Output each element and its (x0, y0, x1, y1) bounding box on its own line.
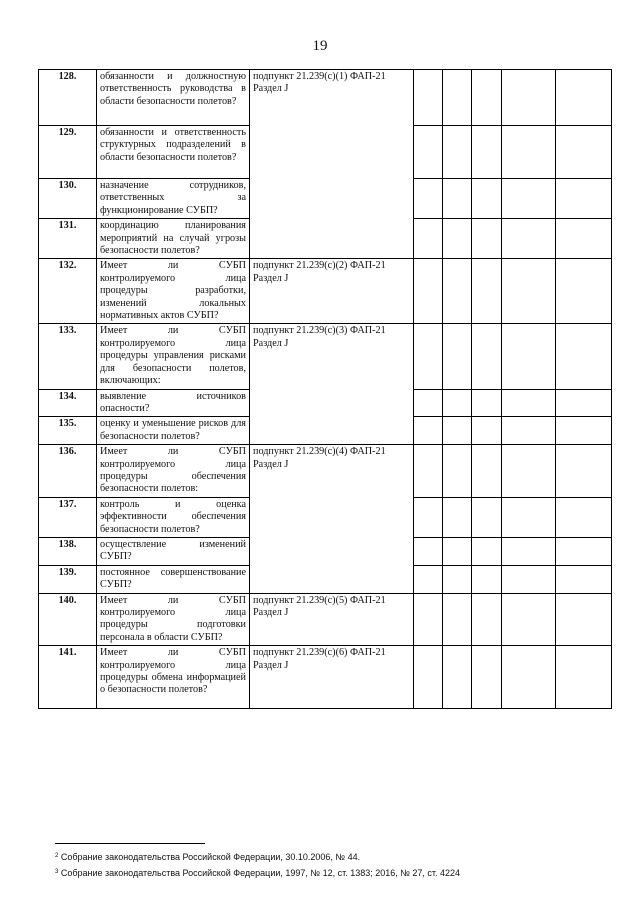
answer-cell (414, 565, 443, 593)
answer-cell (414, 445, 443, 498)
answer-cell (414, 324, 443, 389)
answer-cell (414, 126, 443, 179)
answer-cell (414, 179, 443, 219)
answer-cell (443, 565, 472, 593)
answer-cell (414, 70, 443, 126)
answer-cell (443, 445, 472, 498)
reference-cell: подпункт 21.239(с)(5) ФАП-21 Раздел J (250, 593, 414, 646)
answer-cell (556, 497, 612, 537)
answer-cell (556, 179, 612, 219)
answer-cell (443, 179, 472, 219)
answer-cell (502, 259, 556, 324)
answer-cell (502, 417, 556, 445)
answer-cell (443, 259, 472, 324)
reference-cell: подпункт 21.239(с)(4) ФАП-21 Раздел J (250, 445, 414, 593)
answer-cell (556, 445, 612, 498)
answer-cell (414, 389, 443, 417)
question-cell: Имеет ли СУБП контролируемого лица процедуры подготовки персонала в области СУБП? (97, 593, 250, 646)
answer-cell (472, 537, 502, 565)
answer-cell (443, 389, 472, 417)
answer-cell (414, 219, 443, 259)
answer-cell (443, 70, 472, 126)
row-number: 129. (39, 126, 97, 179)
question-cell: постоянное совершенствование СУБП? (97, 565, 250, 593)
question-cell: обязанности и должностную ответственность руководства в области безопасности полетов? (97, 70, 250, 126)
answer-cell (414, 417, 443, 445)
answer-cell (556, 646, 612, 709)
answer-cell (414, 646, 443, 709)
answer-cell (502, 219, 556, 259)
answer-cell (472, 259, 502, 324)
reference-cell: подпункт 21.239(с)(2) ФАП-21 Раздел J (250, 259, 414, 324)
answer-cell (472, 565, 502, 593)
question-cell: оценку и уменьшение рисков для безопасности полетов? (97, 417, 250, 445)
row-number: 141. (39, 646, 97, 709)
answer-cell (502, 70, 556, 126)
answer-cell (472, 445, 502, 498)
answer-cell (443, 497, 472, 537)
answer-cell (556, 324, 612, 389)
row-number: 130. (39, 179, 97, 219)
table-row (39, 593, 612, 646)
answer-cell (472, 593, 502, 646)
table-row (39, 445, 612, 498)
answer-cell (472, 324, 502, 389)
question-cell: Имеет ли СУБП контролируемого лица процедуры разработки, изменений локальных нормативных актов СУБП? (97, 259, 250, 324)
page-number: 19 (312, 38, 328, 54)
answer-cell (443, 219, 472, 259)
question-cell: назначение сотрудников, ответственных за функционирование СУБП? (97, 179, 250, 219)
answer-cell (443, 126, 472, 179)
footnote-rule (55, 843, 205, 844)
footnote-text: Собрание законодательства Российской Федерации, 1997, № 12, ст. 1383; 2016, № 27, ст. 4224 (60, 868, 461, 878)
footnote-text: Собрание законодательства Российской Федерации, 30.10.2006, № 44. (60, 852, 361, 862)
answer-cell (556, 565, 612, 593)
answer-cell (414, 593, 443, 646)
row-number: 139. (39, 565, 97, 593)
reference-cell: подпункт 21.239(с)(1) ФАП-21 Раздел J (250, 70, 414, 259)
answer-cell (472, 417, 502, 445)
answer-cell (502, 593, 556, 646)
answer-cell (443, 593, 472, 646)
row-number: 128. (39, 70, 97, 126)
table-row (39, 324, 612, 389)
answer-cell (502, 324, 556, 389)
question-cell: Имеет ли СУБП контролируемого лица процедуры управления рисками для безопасности полетов, включающих: (97, 324, 250, 389)
question-cell: Имеет ли СУБП контролируемого лица процедуры обеспечения безопасности полетов: (97, 445, 250, 498)
answer-cell (472, 126, 502, 179)
answer-cell (556, 593, 612, 646)
row-number: 137. (39, 497, 97, 537)
answer-cell (414, 259, 443, 324)
reference-cell: подпункт 21.239(с)(3) ФАП-21 Раздел J (250, 324, 414, 445)
row-number: 132. (39, 259, 97, 324)
row-number: 140. (39, 593, 97, 646)
answer-cell (414, 497, 443, 537)
question-cell: Имеет ли СУБП контролируемого лица процедуры обмена информацией о безопасности полетов? (97, 646, 250, 709)
table-row (39, 70, 612, 126)
footnotes (55, 849, 615, 881)
answer-cell (502, 445, 556, 498)
row-number: 136. (39, 445, 97, 498)
footnote-mark: 2 (55, 853, 59, 859)
question-cell: осуществление изменений СУБП? (97, 537, 250, 565)
answer-cell (443, 417, 472, 445)
answer-cell (502, 565, 556, 593)
answer-cell (502, 646, 556, 709)
question-cell: контроль и оценка эффективности обеспечения безопасности полетов? (97, 497, 250, 537)
footnote-2 (55, 849, 615, 865)
row-number: 134. (39, 389, 97, 417)
table-row (39, 259, 612, 324)
answer-cell (556, 70, 612, 126)
question-cell: обязанности и ответственность структурных подразделений в области безопасности полетов? (97, 126, 250, 179)
answer-cell (443, 537, 472, 565)
answer-cell (502, 389, 556, 417)
row-number: 131. (39, 219, 97, 259)
answer-cell (502, 179, 556, 219)
answer-cell (502, 126, 556, 179)
row-number: 138. (39, 537, 97, 565)
answer-cell (443, 324, 472, 389)
answer-cell (443, 646, 472, 709)
answer-cell (556, 537, 612, 565)
footnote-mark: 3 (55, 869, 59, 875)
answer-cell (556, 417, 612, 445)
answer-cell (472, 389, 502, 417)
answer-cell (414, 537, 443, 565)
answer-cell (472, 70, 502, 126)
footnote-3 (55, 865, 615, 881)
answer-cell (472, 497, 502, 537)
question-cell: выявление источников опасности? (97, 389, 250, 417)
row-number: 133. (39, 324, 97, 389)
answer-cell (556, 219, 612, 259)
answer-cell (556, 126, 612, 179)
answer-cell (472, 219, 502, 259)
reference-cell: подпункт 21.239(с)(6) ФАП-21 Раздел J (250, 646, 414, 709)
answer-cell (472, 646, 502, 709)
answer-cell (502, 497, 556, 537)
answer-cell (556, 259, 612, 324)
answer-cell (472, 179, 502, 219)
question-cell: координацию планирования мероприятий на случай угрозы безопасности полетов? (97, 219, 250, 259)
answer-cell (556, 389, 612, 417)
row-number: 135. (39, 417, 97, 445)
answer-cell (502, 537, 556, 565)
table-row (39, 646, 612, 709)
checklist-table (38, 69, 612, 709)
